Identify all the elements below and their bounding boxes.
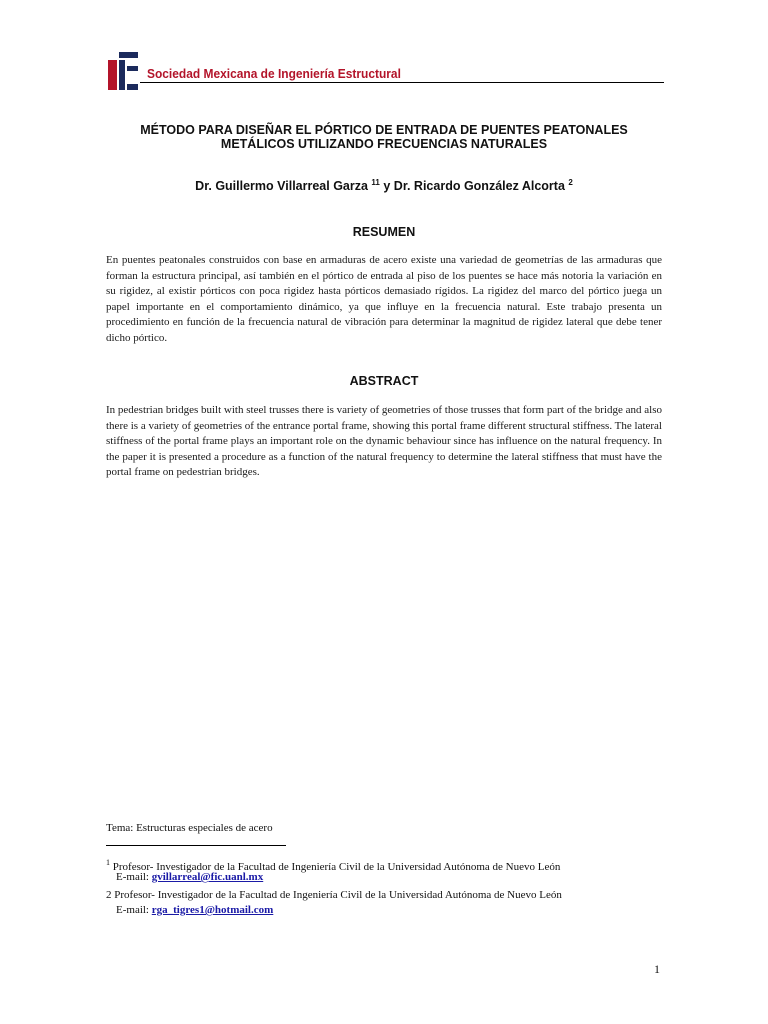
footnote-2-email-label: E-mail: (116, 904, 152, 916)
resumen-text: En puentes peatonales construidos con base en armaduras de acero existe una variedad de geometrías de las armaduras que forman la estructura principal, así también en el pórtico de entrada al piso de los puentes se hace más notoria la variación en su rigidez, al existir pórticos con poca rigidez hasta pórticos demasiado rígidos. La rigidez del marco del pórtico juega un papel importante en el comportamiento dinámico, ya que influye en la frecuencia natural. Este trabajo presenta un procedimiento en función de la frecuencia natural de vibración para determinar la magnitud de rigidez lateral que debe tener dicho pórtico. (106, 254, 662, 344)
abstract-text: In pedestrian bridges built with steel trusses there is variety of geometries of those trusses that form part of the bridge and also there is a variety of geometries of the entrance portal frame, showing this portal frame different structural stiffness. The lateral stiffness of the portal frame plays an important role on the dynamic behaviour since has influence on the natural frequency. In the paper it is presented a procedure as a function of the natural frequency to determine the lateral stiffness that must have the portal frame on pedestrian bridges. (106, 404, 662, 478)
footnote-1-mark: 1 (106, 858, 110, 867)
author-1: Dr. Guillermo Villarreal Garza (195, 179, 372, 193)
page-number: 1 (654, 962, 660, 976)
author-2: y Dr. Ricardo González Alcorta (379, 179, 569, 193)
email-link-1[interactable]: gvillarreal@fic.uanl.mx (151, 871, 264, 883)
footnote-2-email-line (116, 903, 273, 918)
footnote-rule (106, 845, 286, 846)
paper-title-line-2: METÁLICOS UTILIZANDO FRECUENCIAS NATURALES (220, 137, 548, 151)
author-1-mark: 11 (371, 178, 380, 187)
header-rule (140, 82, 664, 83)
abstract-heading: ABSTRACT (349, 374, 419, 388)
society-name: Sociedad Mexicana de Ingeniería Estructural (147, 66, 401, 81)
email-link-2[interactable]: rga_tigres1@hotmail.com (151, 904, 274, 916)
footnote-1-email-label: E-mail: (116, 871, 152, 883)
footnote-1-email-line (116, 870, 263, 885)
author-2-mark: 2 (568, 178, 573, 187)
resumen-heading: RESUMEN (352, 225, 416, 239)
topic-line: Tema: Estructuras especiales de acero (106, 822, 273, 834)
society-logo (108, 52, 138, 90)
footnote-1-text: Profesor- Investigador de la Facultad de Ingeniería Civil de la Universidad Autónoma de Nuevo León (110, 861, 561, 873)
authors-line (104, 178, 664, 193)
footnote-2: 2 Profesor- Investigador de la Facultad de Ingeniería Civil de la Universidad Autónoma de Nuevo León (106, 889, 562, 901)
paper-title-line-1: MÉTODO PARA DISEÑAR EL PÓRTICO DE ENTRADA DE PUENTES PEATONALES (140, 123, 628, 137)
